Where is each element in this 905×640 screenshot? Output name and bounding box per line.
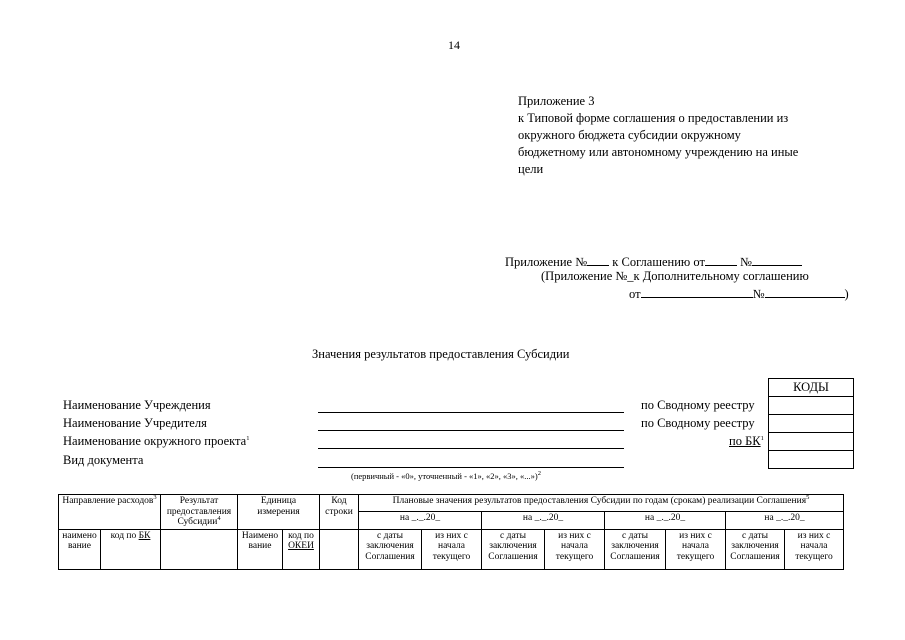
code-cell-registry-1[interactable] [769,396,853,414]
header-unit: Единица измерения [238,495,320,530]
sub-okei: код по ОКЕИ [283,529,320,569]
founder-name-field[interactable] [318,430,624,431]
project-name-label: Наименование окружного проекта$^1$ [63,434,250,448]
sub-unit-name: Наимено вание [238,529,283,569]
annex-agreement-label: к Соглашению от [612,255,705,269]
period-3: на _._.20_ [605,512,726,529]
codes-header: КОДЫ [793,380,829,394]
header-plan-values: Плановые значения результатов предоставления Субсидии по годам (срокам) реализации Соглашения$^5$ [359,495,844,512]
sub-incl-4: из них с начала текущего [785,529,844,569]
period-1: на _._.20_ [359,512,482,529]
table-header-row [59,495,844,512]
document-type-label: Вид документа [63,453,144,467]
annex-line-1 [505,253,802,270]
document-title: Значения результатов предоставления Субсидии [312,347,570,361]
header-result: Результат предоставления Субсидии$^4$ [161,495,238,530]
results-table [58,494,844,570]
project-name-field[interactable] [318,448,624,449]
registry-label-1: по Сводному реестру [641,398,755,412]
table-subheader-row [59,529,844,569]
sub-result-blank [161,529,238,569]
annex-agreement-number-field[interactable] [752,253,802,266]
appendix-line: бюджетному или автономному учреждению на иные [518,145,799,159]
page-number: 14 [448,38,460,52]
code-cell-doc-type[interactable] [769,450,853,468]
code-cell-bk[interactable] [769,432,853,450]
sub-incl-1: из них с начала текущего [422,529,482,569]
codes-box [768,378,854,469]
annex-prefix: Приложение № [505,255,588,269]
annex-supp-no-label: № [752,287,765,301]
appendix-line: цели [518,162,544,176]
sub-from-date-4: с даты заключения Соглашения [726,529,785,569]
period-4: на _._.20_ [726,512,844,529]
document-type-field[interactable] [318,467,624,468]
registry-label-2: по Сводному реестру [641,416,755,430]
institution-name-field[interactable] [318,412,624,413]
bk-label: по $БК^1$ [729,434,764,448]
period-2: на _._.20_ [482,512,605,529]
appendix-line: к Типовой форме соглашения о предоставлении из [518,111,789,125]
sub-incl-2: из них с начала текущего [545,529,605,569]
header-row-code: Код строки [320,495,359,530]
appendix-header [518,93,848,178]
sub-code-blank [320,529,359,569]
annex-supp-date-field[interactable] [641,285,753,298]
institution-name-label: Наименование Учреждения [63,398,211,412]
code-cell-registry-2[interactable] [769,414,853,432]
sub-direction-name: наимено вание [59,529,101,569]
sub-from-date-2: с даты заключения Соглашения [482,529,545,569]
annex-from-label: от [629,287,641,301]
founder-name-label: Наименование Учредителя [63,416,207,430]
annex-date-field[interactable] [705,253,737,266]
sub-bk-code: код по БК [101,529,161,569]
sub-incl-3: из них с начала текущего [666,529,726,569]
annex-line-3: от № ) [629,287,849,301]
annex-supp-number-field[interactable] [765,285,845,298]
appendix-line: Приложение 3 [518,94,595,108]
annex-number-field[interactable] [587,253,609,266]
header-direction: Направление расходов$^3$ [59,495,161,530]
sub-from-date-3: с даты заключения Соглашения [605,529,666,569]
annex-no-label: № [740,255,752,269]
appendix-line: окружного бюджета субсидии окружному [518,128,741,142]
sub-from-date-1: с даты заключения Соглашения [359,529,422,569]
annex-line-2: (Приложение №_к Дополнительному соглашению [541,269,809,283]
document-type-note: (первичный - «0», уточненный - «1», «2», «3», «...»)$^2$ [351,470,542,481]
